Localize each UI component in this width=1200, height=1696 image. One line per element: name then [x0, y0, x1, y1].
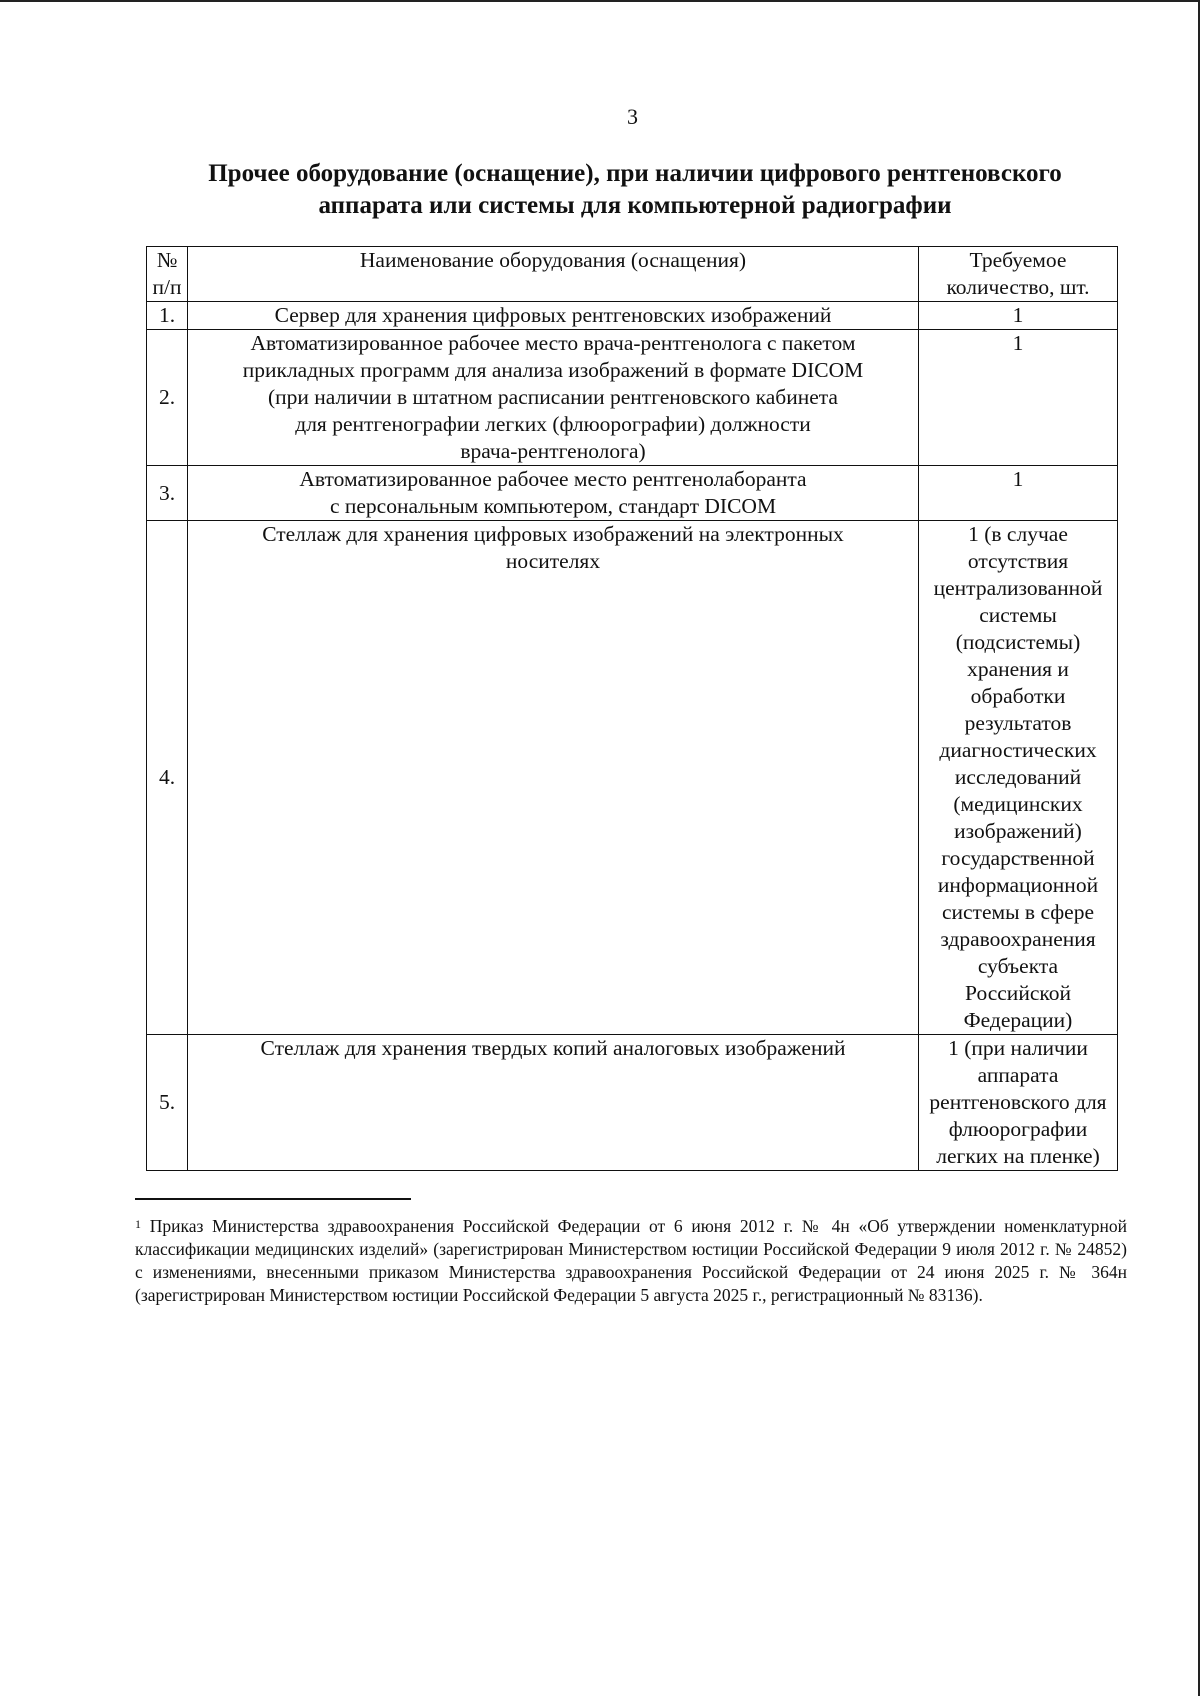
row-quantity-line: государственной [941, 846, 1095, 870]
row-quantity-line: информационной [937, 873, 1099, 897]
row-name-line: с персональным компьютером, стандарт DICOM [329, 494, 777, 518]
header-quantity-line: Требуемое [969, 248, 1067, 272]
page-number: 3 [627, 104, 638, 129]
row-number: 5. [147, 1035, 188, 1171]
table-row [147, 330, 1118, 466]
row-quantity-line: 1 (при наличии [948, 1036, 1088, 1060]
equipment-table [146, 246, 1118, 1171]
header-name: Наименование оборудования (оснащения) [188, 247, 919, 302]
footnote-divider [135, 1198, 411, 1200]
table-body [147, 302, 1118, 1171]
row-name [188, 1035, 919, 1171]
header-number-line: № [156, 248, 178, 272]
row-number: 1. [147, 302, 188, 330]
row-quantity-line: 1 [1012, 467, 1024, 491]
row-quantity-line: субъекта [977, 954, 1059, 978]
row-name [188, 330, 919, 466]
row-quantity-line: Федерации) [963, 1008, 1073, 1032]
row-quantity-line: 1 [1012, 303, 1024, 327]
footnote-marker: 1 [135, 1217, 141, 1231]
row-quantity-line: легких на пленке) [936, 1144, 1100, 1168]
footnote-text: Приказ Министерства здравоохранения Российской Федерации от 6 июня 2012 г. № 4н «Об утверждении номенклатурной классификации медицинских изделий» (зарегистрирован Министерством юстиции Российской Федерации 9 июля 2012 г. № 24852) с изменениями, внесенными приказом Министерства здравоохранения Российской Федерации от 24 июня 2025 г. № 364н (зарегистрирован Министерством юстиции Российской Федерации 5 августа 2025 г., регистрационный № 83136). [135, 1216, 1128, 1305]
header-number [147, 247, 188, 302]
header-quantity-line: количество, шт. [946, 275, 1090, 299]
row-name [188, 521, 919, 1035]
row-quantity-line: здравоохранения [940, 927, 1096, 951]
table-row [147, 302, 1118, 330]
row-name-line: Стеллаж для хранения цифровых изображений на электронных [262, 522, 844, 546]
row-quantity-line: отсутствия [967, 549, 1069, 573]
row-quantity-line: системы [979, 603, 1057, 627]
row-name-line: Автоматизированное рабочее место врача-рентгенолога с пакетом [250, 331, 856, 355]
row-number: 2. [147, 330, 188, 466]
row-quantity-line: рентгеновского для [929, 1090, 1107, 1114]
row-quantity-line: 1 [1012, 331, 1024, 355]
row-quantity-line: исследований [954, 765, 1082, 789]
row-number: 4. [147, 521, 188, 1035]
row-quantity [919, 521, 1118, 1035]
row-name [188, 302, 919, 330]
row-quantity [919, 302, 1118, 330]
header-quantity [919, 247, 1118, 302]
row-quantity [919, 1035, 1118, 1171]
footnote [135, 1215, 1127, 1307]
header-number-line: п/п [152, 275, 182, 299]
row-quantity-line: централизованной [933, 576, 1103, 600]
table-header-row [147, 247, 1118, 302]
row-name-line: Стеллаж для хранения твердых копий аналоговых изображений [260, 1036, 846, 1060]
row-quantity-line: обработки [970, 684, 1066, 708]
table-row [147, 521, 1118, 1035]
row-name-line: Сервер для хранения цифровых рентгеновских изображений [274, 303, 832, 327]
row-name [188, 466, 919, 521]
page-border-top [0, 0, 1200, 2]
row-number: 3. [147, 466, 188, 521]
row-quantity-line: флюорографии [948, 1117, 1088, 1141]
table-row [147, 466, 1118, 521]
row-name-line: (при наличии в штатном расписании рентгеновского кабинета [268, 385, 838, 409]
row-quantity [919, 466, 1118, 521]
row-quantity-line: диагностических [939, 738, 1097, 762]
page-title-line-1: Прочее оборудование (оснащение), при наличии цифрового рентгеновского [208, 160, 1062, 187]
row-quantity-line: хранения и [967, 657, 1069, 681]
row-quantity-line: (подсистемы) [955, 630, 1081, 654]
row-name-line: прикладных программ для анализа изображений в формате DICOM [242, 358, 864, 382]
row-name-line: для рентгенографии легких (флюорографии) должности [295, 412, 811, 436]
row-quantity-line: системы в сфере [941, 900, 1095, 924]
row-quantity-line: аппарата [977, 1063, 1059, 1087]
row-quantity [919, 330, 1118, 466]
table-row [147, 1035, 1118, 1171]
row-quantity-line: результатов [964, 711, 1072, 735]
page-title-line-2: аппарата или системы для компьютерной радиографии [318, 192, 952, 219]
row-name-line: носителях [505, 549, 601, 573]
row-name-line: Автоматизированное рабочее место рентгенолаборанта [299, 467, 807, 491]
page-title [130, 158, 1140, 222]
row-quantity-line: Российской [965, 981, 1071, 1005]
row-quantity-line: изображений) [954, 819, 1082, 843]
row-name-line: врача-рентгенолога) [460, 439, 646, 463]
row-quantity-line: 1 (в случае [968, 522, 1068, 546]
row-quantity-line: (медицинских [953, 792, 1083, 816]
